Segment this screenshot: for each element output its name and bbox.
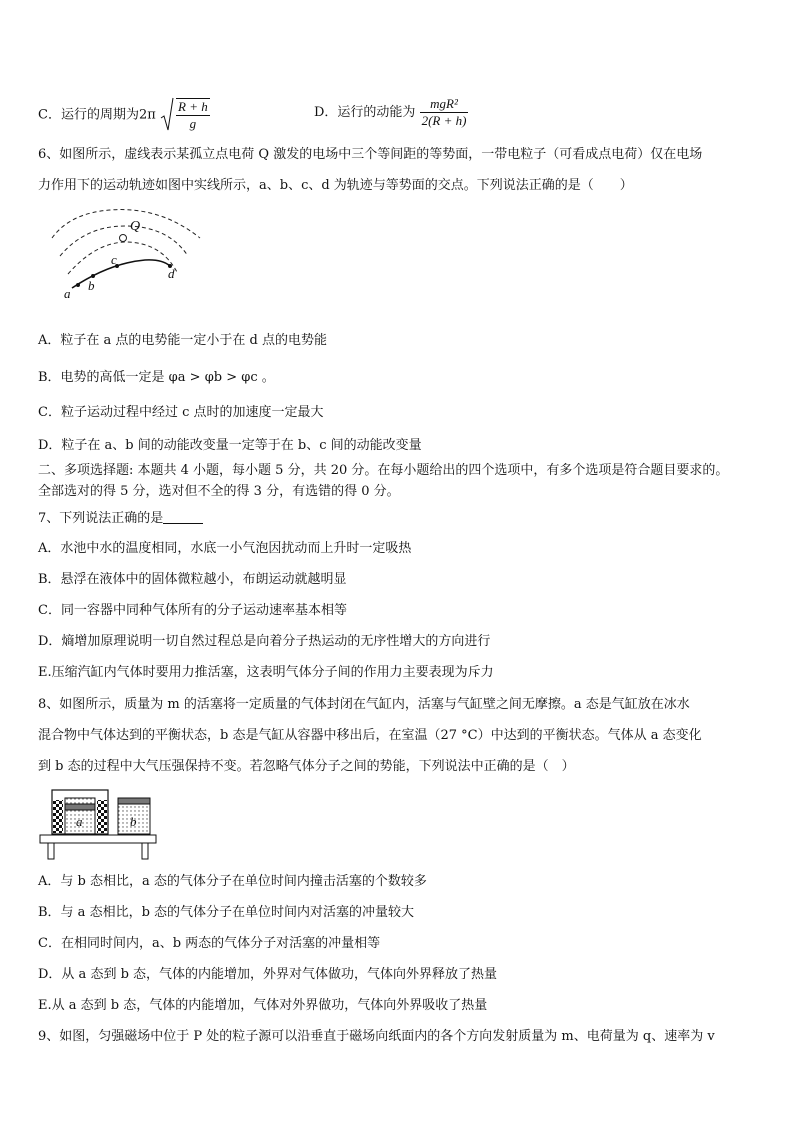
q8-stem-line3: 到 b 态的过程中大气压强保持不变。若忽略气体分子之间的势能，下列说法中正确的是（ ） xyxy=(38,759,575,774)
q6-stem-line2: 力作用下的运动轨迹如图中实线所示，a、b、c、d 为轨迹与等势面的交点。下列说法正确的是（ ） xyxy=(38,178,633,193)
q8-option-d: D．从 a 态到 b 态，气体的内能增加，外界对气体做功，气体向外界释放了热量 xyxy=(38,967,498,982)
label-a: a xyxy=(76,814,83,829)
q7-option-d: D．熵增加原理说明一切自然过程总是向着分子热运动的无序性增大的方向进行 xyxy=(38,634,491,649)
answer-blank xyxy=(163,510,203,524)
q7-stem xyxy=(38,510,203,528)
q8-option-a: A．与 b 态相比，a 态的气体分子在单位时间内撞击活塞的个数较多 xyxy=(38,874,427,889)
label-q: Q xyxy=(130,219,141,234)
q7-option-c: C．同一容器中同种气体所有的分子运动速率基本相等 xyxy=(38,603,347,618)
q8-figure xyxy=(38,786,158,861)
q5-option-d xyxy=(314,96,468,129)
q7-option-e: E.压缩汽缸内气体时要用力推活塞，这表明气体分子间的作用力主要表现为斥力 xyxy=(38,665,494,680)
piston-b xyxy=(118,798,150,804)
section2-line2: 全部选对的得 5 分，选对但不全的得 3 分，有选错的得 0 分。 xyxy=(38,484,400,499)
q6-figure xyxy=(50,208,210,308)
q9-stem-line1: 9、如图，匀强磁场中位于 P 处的粒子源可以沿垂直于磁场向纸面内的各个方向发射质量为 m、电荷量为 q、速率为 v xyxy=(38,1029,715,1044)
charge-q-icon xyxy=(120,235,127,242)
radical-sign-icon xyxy=(160,96,174,134)
q5-option-c-denominator: g xyxy=(189,116,197,131)
q5-option-c-numerator: R + h xyxy=(178,99,208,114)
label-c: c xyxy=(111,252,117,267)
q8-stem-line2: 混合物中气体达到的平衡状态，b 态是气缸从容器中移出后，在室温（27 °C）中达到的平衡状态。气体从 a 态变化 xyxy=(38,728,702,743)
q6-option-b: B．电势的高低一定是 φa > φb > φc 。 xyxy=(38,370,275,385)
q5-option-c-fraction xyxy=(176,98,210,132)
section2-line1: 二、多项选择题: 本题共 4 小题，每小题 5 分，共 20 分。在每小题给出的四个选项中，有多个选项是符合题目要求的。 xyxy=(38,463,729,478)
q5-option-d-prefix: D．运行的动能为 xyxy=(314,105,416,120)
equipotential-inner xyxy=(68,242,178,274)
q7-option-a: A．水池中水的温度相同，水底一小气泡因扰动而上升时一定吸热 xyxy=(38,541,412,556)
q8-option-e: E.从 a 态到 b 态，气体的内能增加，气体对外界做功，气体向外界吸收了热量 xyxy=(38,998,488,1013)
label-b: b xyxy=(130,814,137,829)
equipotential-outer xyxy=(52,210,200,238)
q8-option-b: B．与 a 态相比，b 态的气体分子在单位时间内对活塞的冲量较大 xyxy=(38,905,415,920)
q8-option-c: C．在相同时间内，a、b 两态的气体分子对活塞的冲量相等 xyxy=(38,936,381,951)
piston-a xyxy=(65,804,95,810)
q5-option-c-prefix: C．运行的周期为2π xyxy=(38,107,156,123)
q7-stem-text: 7、下列说法正确的是 xyxy=(38,511,164,526)
q6-option-d: D．粒子在 a、b 间的动能改变量一定等于在 b、c 间的动能改变量 xyxy=(38,438,422,453)
q5-option-c xyxy=(38,96,210,134)
label-a: a xyxy=(64,286,71,301)
q8-stem-line1: 8、如图所示，质量为 m 的活塞将一定质量的气体封闭在气缸内，活塞与气缸壁之间无摩擦。a 态是气缸放在冰水 xyxy=(38,697,690,712)
q6-stem-line1: 6、如图所示，虚线表示某孤立点电荷 Q 激发的电场中三个等间距的等势面，一带电粒子（可看成点电荷）仅在电场 xyxy=(38,147,703,162)
q5-option-d-fraction xyxy=(420,96,469,129)
table-top xyxy=(40,835,156,843)
trajectory-line xyxy=(72,260,170,288)
sqrt-symbol xyxy=(160,96,174,134)
q7-option-b: B．悬浮在液体中的固体微粒越小，布朗运动就越明显 xyxy=(38,572,347,587)
q6-option-a: A．粒子在 a 点的电势能一定小于在 d 点的电势能 xyxy=(38,333,327,348)
label-d: d xyxy=(168,266,175,281)
label-b: b xyxy=(88,278,95,293)
q5-option-d-numerator: mgR² xyxy=(420,96,469,113)
q5-option-d-denominator: 2(R + h) xyxy=(421,113,467,128)
q6-option-c: C．粒子运动过程中经过 c 点时的加速度一定最大 xyxy=(38,405,324,420)
